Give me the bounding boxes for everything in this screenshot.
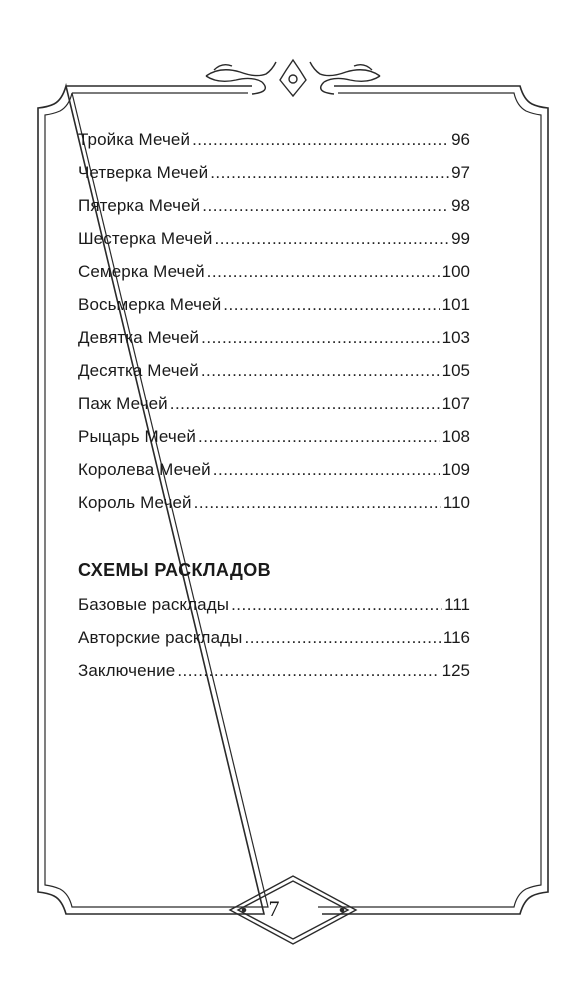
dot-leader [177, 659, 439, 683]
toc-entry[interactable] [78, 293, 470, 317]
toc-entry[interactable] [78, 128, 470, 152]
dot-leader [170, 392, 440, 416]
dot-leader [223, 293, 439, 317]
dot-leader [231, 593, 442, 617]
page-number: 7 [268, 896, 280, 921]
toc-entry-page: 116 [442, 628, 470, 647]
dot-leader [198, 425, 440, 449]
toc-entry-title: Королева Мечей [78, 460, 211, 479]
section-heading: СХЕМЫ РАСКЛАДОВ [78, 560, 272, 580]
toc-entry-title: Восьмерка Мечей [78, 295, 222, 314]
toc-entry-title: Рыцарь Мечей [78, 427, 197, 446]
toc-entry[interactable] [78, 626, 470, 650]
toc-entry[interactable] [78, 392, 470, 416]
toc-entry-title: Шестерка Мечей [78, 229, 213, 248]
toc-entry-title: Тройка Мечей [78, 130, 191, 149]
toc-entry-page: 108 [441, 427, 470, 446]
toc-entry-page: 109 [441, 460, 470, 479]
dot-leader [201, 359, 440, 383]
dot-leader [202, 194, 449, 218]
toc-entry[interactable] [78, 458, 470, 482]
toc-entry[interactable] [78, 326, 470, 350]
toc-entry-title: Заключение [78, 661, 176, 680]
top-ornament-icon [206, 60, 380, 96]
dot-leader [207, 260, 440, 284]
dot-leader [244, 626, 440, 650]
toc-entry-page: 110 [442, 493, 470, 512]
dot-leader [213, 458, 440, 482]
toc-entry-page: 107 [441, 394, 470, 413]
toc-entry-title: Семерка Мечей [78, 262, 205, 281]
dot-leader [214, 227, 449, 251]
toc-entry-page: 111 [444, 595, 470, 614]
toc-entry-page: 99 [451, 229, 470, 248]
toc-entry-title: Десятка Мечей [78, 361, 199, 380]
toc-entry[interactable] [78, 491, 470, 515]
toc-entry-page: 101 [441, 295, 470, 314]
toc-entry-title: Четверка Мечей [78, 163, 209, 182]
toc-entry-page: 103 [441, 328, 470, 347]
dot-leader [210, 161, 449, 185]
bottom-ornament-icon [230, 876, 356, 944]
toc-entry-title: Паж Мечей [78, 394, 168, 413]
toc-entry[interactable] [78, 161, 470, 185]
toc-entry-page: 100 [441, 262, 470, 281]
toc-entry[interactable] [78, 359, 470, 383]
toc-entry-title: Король Мечей [78, 493, 192, 512]
toc-entry-title: Авторские расклады [78, 628, 243, 647]
toc-entry-page: 125 [441, 661, 470, 680]
toc-entry-page: 96 [451, 130, 470, 149]
dot-leader [194, 491, 441, 515]
dot-leader [192, 128, 449, 152]
toc-entry[interactable] [78, 227, 470, 251]
toc-entry[interactable] [78, 593, 470, 617]
toc-entry-page: 98 [451, 196, 470, 215]
toc-entry-title: Девятка Мечей [78, 328, 200, 347]
toc-entry-title: Базовые расклады [78, 595, 230, 614]
toc-entry[interactable] [78, 260, 470, 284]
dot-leader [201, 326, 439, 350]
toc-entry-title: Пятерка Мечей [78, 196, 201, 215]
toc-entry-page: 105 [441, 361, 470, 380]
toc-entry[interactable] [78, 659, 470, 683]
toc-entry[interactable] [78, 425, 470, 449]
toc-entry[interactable] [78, 194, 470, 218]
toc-entry-page: 97 [451, 163, 470, 182]
